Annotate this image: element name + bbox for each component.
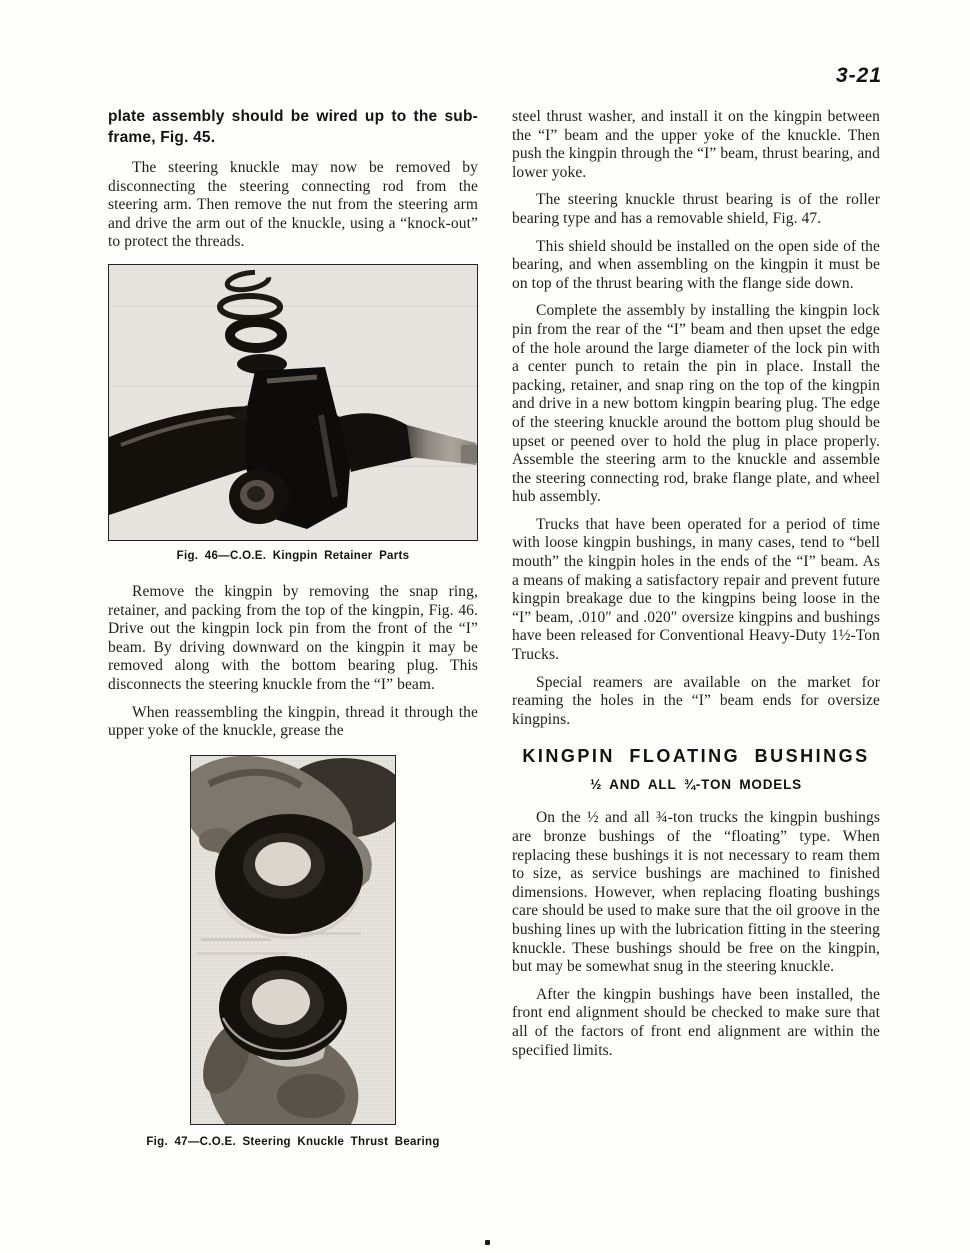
- page-number: 3-21: [836, 64, 883, 87]
- paragraph: steel thrust washer, and install it on the kingpin between the “I” beam and the upper yoke of the knuckle. Then push the kingpin through the “I” beam, thrust bearing, and lower yoke.: [512, 108, 880, 181]
- left-column-heading: plate assembly should be wired up to the sub-frame, Fig. 45.: [108, 108, 478, 146]
- paragraph: Remove the kingpin by removing the snap ring, retainer, and packing from the top of the kingpin, Fig. 46. Drive out the kingpin lock pin from the front of the “I” beam. By driving downward on the kingpin it may be removed along with the bottom bearing plug. This disconnects the steering knuckle from the “I” beam.: [108, 582, 478, 693]
- section-heading: KINGPIN FLOATING BUSHINGS: [522, 746, 870, 767]
- fig47-photo: [190, 755, 396, 1125]
- fig46-caption: Fig. 46—C.O.E. Kingpin Retainer Parts: [176, 549, 410, 562]
- left-column: [108, 106, 478, 1149]
- fig47-caption: Fig. 47—C.O.E. Steering Knuckle Thrust Bearing: [146, 1135, 440, 1148]
- paragraph: Complete the assembly by installing the kingpin lock pin from the rear of the “I” beam and then upset the edge of the hole around the large diameter of the lock pin with a center punch to retain the pin in place. Install the packing, retainer, and snap ring on the top of the kingpin and drive in a new bottom kingpin bearing plug. The edge of the steering knuckle around the bottom plug should be upset or peened over to hold the plug in place properly. Assemble the steering arm to the knuckle and assemble the steering connecting rod, brake flange plate, and wheel hub assembly.: [512, 302, 880, 506]
- ink-dot-artifact: [485, 1240, 490, 1245]
- paragraph: This shield should be installed on the open side of the bearing, and when assembling on the kingpin it must be on top of the thrust bearing with the flange side down.: [512, 237, 880, 292]
- paragraph: The steering knuckle may now be removed by disconnecting the steering connecting rod from the steering arm. Then remove the nut from the steering arm and drive the arm out of the knuckle, using a “knock-out” to protect the threads.: [108, 159, 478, 251]
- paragraph: Trucks that have been operated for a period of time with loose kingpin bushings, in many cases, tend to “bell mouth” the kingpin holes in the ends of the “I” beam. As a means of making a satisfactory repair and prevent future kingpin breakage due to the kingpins being loose in the “I” beam, .010″ and .020″ oversize kingpins and bushings have been released for Conventional Heavy-Duty 1½-Ton Trucks.: [512, 515, 880, 664]
- paragraph: The steering knuckle thrust bearing is of the roller bearing type and has a removable shield, Fig. 47.: [512, 191, 880, 227]
- section-subheading: ½ AND ALL ¾-TON MODELS: [590, 777, 802, 793]
- kingpin-retainer-parts-illustration: [109, 265, 477, 540]
- paragraph: When reassembling the kingpin, thread it through the upper yoke of the knuckle, grease the: [108, 703, 478, 740]
- right-column: [512, 108, 880, 1069]
- thrust-bearing-hands-illustration: [191, 756, 395, 1124]
- paragraph: After the kingpin bushings have been installed, the front end alignment should be checked to make sure that all of the factors of front end alignment are within the specified limits.: [512, 985, 880, 1059]
- paragraph: Special reamers are available on the market for reaming the holes in the “I” beam ends for oversize kingpins.: [512, 673, 880, 728]
- paragraph: On the ½ and all ¾-ton trucks the kingpin bushings are bronze bushings of the “floating” type. When replacing these bushings it is not necessary to ream them to size, as service bushings are machined to finished dimensions. However, when replacing floating bushings care should be used to make sure that the oil groove in the bushing lines up with the lubrication fitting in the steering knuckle. These bushings should be free on the kingpin, but may be somewhat snug in the steering knuckle.: [512, 809, 880, 976]
- fig46-photo: [108, 264, 478, 541]
